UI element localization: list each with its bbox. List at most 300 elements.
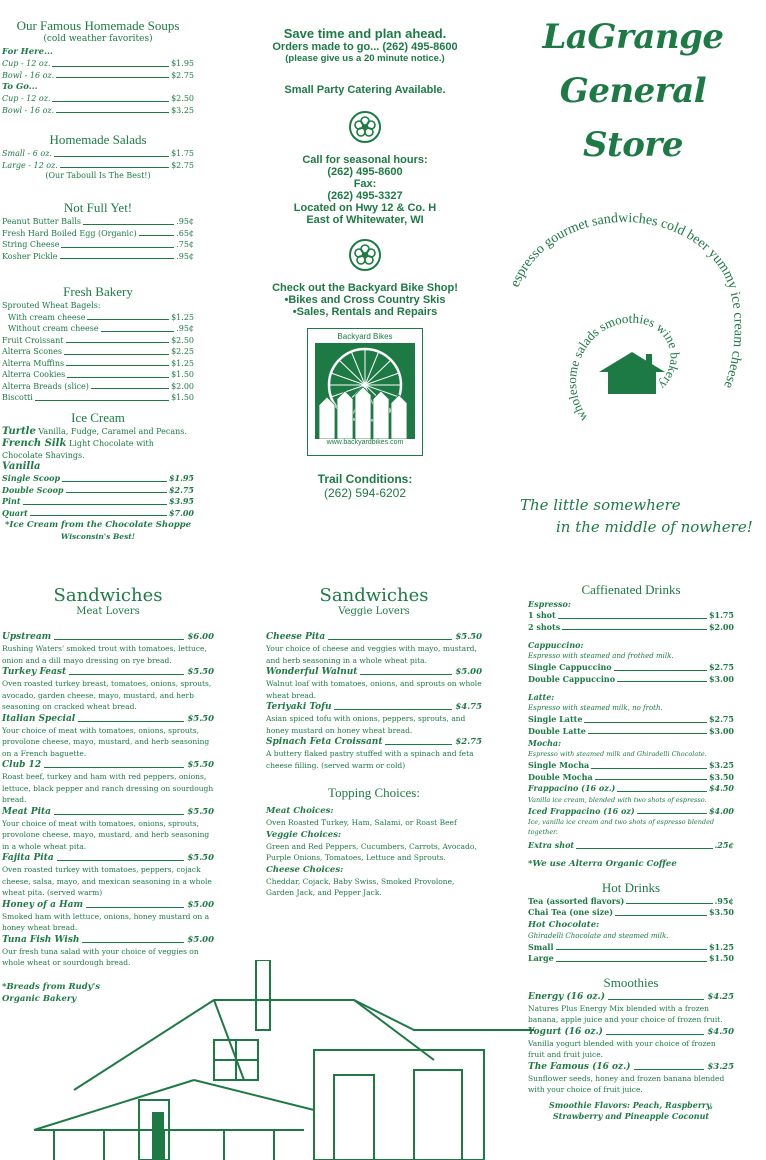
menu-item-desc: Roast beef, turkey and ham with red peppers, onions, lettuce, black pepper and ranch dressing on sourdough bread. [2, 772, 214, 804]
item-price: $1.50 [708, 953, 734, 963]
espresso-list [528, 610, 734, 633]
hot-chocolate-list [528, 942, 734, 965]
item-price: $3.50 [708, 907, 734, 917]
hot-chocolate-label: Hot Chocolate: [528, 919, 600, 930]
iced-frappacino-row [528, 806, 734, 818]
item-price: $1.95 [168, 473, 194, 483]
item-price: $1.50 [171, 370, 194, 379]
price-row [528, 772, 734, 784]
price-row [2, 251, 194, 263]
menu-item-price: $4.50 [707, 1026, 734, 1037]
bike-logo-url[interactable]: www.backyardbikes.com [326, 439, 404, 446]
price-row [528, 714, 734, 726]
item-label: Chai Tea (one size) [528, 907, 614, 917]
veggie-choices: Green and Red Peppers, Cucumbers, Carrots, Avocado, Purple Onions, Tomatoes, Lettuce and Sprouts. [266, 841, 477, 862]
leader-line [328, 639, 452, 640]
price-row [528, 726, 734, 738]
salads-title: Homemade Salads [49, 132, 147, 147]
extra-shot-row [528, 840, 734, 852]
extra-shot-price: .25¢ [714, 840, 734, 850]
menu-item [2, 806, 214, 853]
item-price: $1.25 [171, 312, 194, 322]
leader-line [584, 722, 707, 723]
spiral-logo [508, 178, 758, 488]
menu-item-name: Club 12 [2, 760, 42, 770]
leader-line [608, 999, 704, 1000]
menu-item-desc: Vanilla yogurt blended with your choice of frozen fruit and fruit juice. [528, 1038, 716, 1059]
turtle-name: Turtle [2, 425, 36, 437]
menu-item-desc: Your choice of meat with tomatoes, onions, sprouts, provolone cheese, mayo, mustard, and herb seasoning in a whole wheat pita. [2, 818, 210, 851]
menu-item-name: Italian Special [2, 713, 76, 724]
cappuccino-desc: Espresso with steamed and frothed milk. [528, 652, 674, 660]
veggie-sandwiches-subtitle: Veggie Lovers [338, 606, 410, 617]
leader-line [556, 961, 707, 962]
flower-icon [348, 238, 382, 272]
extra-shot-label: Extra shot [528, 840, 575, 850]
leader-line [64, 354, 169, 355]
menu-item-desc: Rushing Waters' smoked trout with tomatoes, lettuce, onion and a dill mayo dressing on rye bread. [2, 644, 207, 665]
location-line1: Located on Hwy 12 & Co. H [293, 202, 437, 214]
breads-note: *Breads from Rudy's [2, 981, 100, 992]
item-label: Single Cappuccino [528, 662, 612, 672]
price-row [2, 346, 194, 358]
icecream-note2: Wisconsin's Best! [60, 532, 136, 541]
item-label: Double Cappuccino [528, 673, 616, 684]
leader-line [52, 66, 169, 67]
leader-line [69, 674, 184, 675]
leader-line [54, 639, 184, 640]
price-row [2, 239, 194, 251]
fax-number: (262) 495-3327 [327, 190, 403, 202]
leader-line [62, 481, 167, 482]
menu-item-name: The Famous (16 oz.) [528, 1061, 631, 1072]
menu-item-desc: Sunflower seeds, honey and frozen banana blended with your choice of fruit juice. [528, 1073, 725, 1094]
soups-here-list [2, 58, 194, 81]
hot-chocolate-desc: Ghiradelli Chocolate and steamed milk. [528, 931, 669, 940]
spiral-outer-text: espresso gourmet sandwiches cold beer yummy ice cream cheese [508, 210, 746, 391]
leader-line [634, 1069, 705, 1070]
leader-line [60, 167, 169, 168]
item-label: Single Latte [528, 714, 583, 724]
icecream-turtle [2, 426, 194, 438]
menu-item-price: $3.25 [707, 1061, 734, 1072]
menu-item [528, 1061, 734, 1096]
leader-line [139, 235, 175, 236]
item-label: Large [528, 953, 554, 963]
menu-item-header [266, 736, 482, 748]
menu-item-price: $4.25 [707, 991, 734, 1002]
notice: (please give us a 20 minute notice.) [285, 53, 445, 64]
soups-subtitle: (cold weather favorites) [43, 34, 153, 44]
leader-line [66, 365, 169, 366]
left-top-column [2, 18, 194, 542]
item-price: $3.00 [708, 673, 734, 684]
menu-item-header [2, 713, 214, 725]
leader-line [67, 377, 169, 378]
smoothie-flavors: Smoothie Flavors: Peach, Raspberry, Strawberry and Pineapple Coconut [549, 1099, 713, 1121]
menu-item-name: Turkey Feast [2, 667, 67, 677]
menu-item-desc: Natures Plus Energy Mix blended with a frozen banana, apple juice and your choice of frozen fruit. [528, 1003, 723, 1024]
iced-frappacino-label: Iced Frappacino (16 oz) [528, 805, 635, 816]
meat-sandwiches [2, 585, 214, 1005]
menu-item-desc: Asian spiced tofu with onions, peppers, sprouts, and honey mustard on honey wheat bread. [266, 714, 466, 735]
price-row [2, 485, 194, 497]
menu-item [266, 631, 482, 666]
backyard-bikes-logo [307, 328, 423, 456]
price-row [2, 70, 194, 82]
soups-title: Our Famous Homemade Soups [16, 18, 180, 33]
meat-choices: Oven Roasted Turkey, Ham, Salami, or Roast Beef [266, 818, 457, 827]
item-price: $2.75 [171, 70, 194, 80]
menu-item-header [2, 806, 214, 818]
item-label: Small - 6 oz. [2, 149, 52, 158]
cheese-choices-label: Cheese Choices: [266, 864, 344, 875]
frappacino-price: $4.50 [708, 783, 734, 793]
hot-drinks-list [528, 896, 734, 919]
icecream-sizes [2, 473, 194, 519]
leader-line [334, 709, 452, 710]
menu-item [528, 991, 734, 1026]
menu-item-price: $5.00 [455, 667, 482, 677]
frappacino-label: Frappacino (16 oz.) [528, 783, 616, 793]
house-icon [599, 352, 665, 394]
menu-item-header [266, 666, 482, 678]
item-price: $1.75 [171, 149, 194, 158]
leader-line [86, 907, 184, 908]
menu-item-header [2, 666, 214, 678]
right-top-column [508, 10, 758, 536]
location-line2: East of Whitewater, WI [306, 214, 424, 226]
iced-frappacino-price: $4.00 [708, 805, 734, 816]
menu-item-price: $2.75 [455, 737, 482, 747]
item-label: Quart [2, 507, 28, 518]
menu-item [2, 852, 214, 899]
item-price: $2.75 [168, 484, 194, 495]
notfull-list [2, 216, 194, 262]
menu-item [266, 701, 482, 736]
item-price: $1.75 [708, 610, 734, 620]
trail-label: Trail Conditions: [317, 472, 413, 486]
bakery-list [2, 312, 194, 404]
leader-line [87, 319, 169, 320]
silk-name: French Silk [2, 437, 67, 449]
leader-line [82, 942, 184, 943]
breads-note2: Organic Bakery [2, 993, 77, 1004]
notfull-title: Not Full Yet! [63, 200, 133, 215]
price-row [528, 942, 734, 954]
bike-logo-title: Backyard Bikes [337, 332, 393, 341]
item-price: .95¢ [176, 251, 194, 261]
price-row [2, 369, 194, 381]
drinks-column [528, 582, 734, 1122]
silk-desc: Light Chocolate with Chocolate Shavings. [2, 438, 154, 460]
leader-line [101, 331, 175, 332]
frappacino-row [528, 783, 734, 795]
menu-item-name: Spinach Feta Croissant [266, 737, 383, 747]
price-row [2, 105, 194, 117]
item-price: .95¢ [176, 324, 194, 333]
latte-desc: Espresso with steamed milk, no froth. [528, 704, 663, 712]
item-price: $2.75 [708, 714, 734, 724]
menu-item [528, 1026, 734, 1061]
price-row [528, 953, 734, 965]
item-price: $7.00 [168, 507, 194, 518]
price-row [528, 896, 734, 908]
iced-frappacino-desc: Ice, vanilla ice cream and two shots of espresso blended together. [528, 818, 715, 836]
icecream-note: *Ice Cream from the Chocolate Shoppe [4, 520, 192, 530]
menu-item-header [528, 991, 734, 1003]
menu-item-desc: Walnut loaf with tomatoes, onions, and sprouts on whole wheat bread. [266, 679, 482, 700]
menu-item-header [2, 759, 214, 771]
leader-line [78, 721, 184, 722]
price-row [528, 674, 734, 686]
menu-item-price: $5.00 [187, 899, 214, 910]
menu-item-name: Meat Pita [2, 806, 51, 817]
price-row [2, 93, 194, 105]
menu-item-header [266, 631, 482, 643]
mocha-label: Mocha: [528, 738, 562, 748]
price-row [2, 381, 194, 393]
item-label: Biscotti [2, 393, 33, 402]
leader-line [617, 681, 707, 682]
menu-item [2, 713, 214, 760]
icecream-silk [2, 438, 194, 462]
menu-item-price: $5.00 [187, 934, 214, 945]
menu-item [2, 899, 214, 934]
icecream-title: Ice Cream [71, 409, 125, 425]
menu-item [266, 736, 482, 771]
tagline-line2: in the middle of nowhere! [556, 518, 753, 536]
menu-item-header [266, 701, 482, 713]
item-price: $2.00 [708, 621, 734, 632]
leader-line [56, 112, 169, 113]
menu-item-name: Tuna Fish Wish [2, 934, 80, 945]
price-row [2, 392, 194, 404]
item-label: Small [528, 941, 554, 952]
leader-line [558, 618, 707, 619]
leader-line [66, 342, 170, 343]
bike-wheel-icon [315, 343, 415, 439]
menu-item-name: Upstream [2, 632, 52, 642]
item-price: $1.25 [171, 358, 194, 368]
menu-item-desc: Oven roasted turkey with tomatoes, peppers, cojack cheese, salsa, mayo, and mexican seasoning in a whole wheat pita. (served warm) [2, 865, 212, 897]
item-price: $2.25 [171, 347, 194, 356]
menu-item-price: $6.00 [187, 632, 214, 642]
leader-line [588, 733, 707, 734]
turtle-desc: Vanilla, Fudge, Caramel and Pecans. [38, 426, 187, 436]
item-label: Bowl - 16 oz. [2, 70, 55, 80]
store-name-line1: LaGrange [542, 17, 724, 57]
menu-item-price: $4.75 [455, 702, 482, 712]
item-price: .75¢ [176, 240, 194, 249]
item-price: $1.25 [708, 941, 734, 952]
orders-to-go: Orders made to go... (262) 495-8600 [272, 41, 458, 53]
frappacino-desc: Vanilla ice cream, blended with two shots of espresso. [528, 795, 707, 804]
item-price: $3.00 [708, 725, 734, 736]
price-row [2, 312, 194, 324]
menu-item [2, 759, 214, 806]
item-label: Alterra Cookies [2, 370, 66, 379]
item-label: Tea (assorted flavors) [528, 895, 625, 906]
item-label: Alterra Muffins [2, 358, 65, 368]
price-row [2, 160, 194, 172]
meat-sandwich-list [2, 631, 214, 969]
leader-line [60, 258, 175, 259]
menu-item-desc: Your choice of cheese and veggies with mayo, mustard, and herb seasoning in a whole wheat pita. [266, 644, 477, 665]
leader-line [52, 101, 169, 102]
leader-line [360, 674, 452, 675]
item-price: $3.95 [168, 496, 194, 506]
menu-item [266, 666, 482, 701]
price-row [2, 228, 194, 240]
salads-list [2, 148, 194, 171]
leader-line [35, 400, 169, 401]
catering: Small Party Catering Available. [284, 84, 446, 96]
bike-shop: Check out the Backyard Bike Shop! [272, 282, 458, 294]
menu-item-price: $5.50 [187, 667, 214, 677]
item-label: 2 shots [528, 621, 561, 632]
bike-line2: •Bikes and Cross Country Skis [284, 294, 446, 306]
item-label: Without cream cheese [8, 324, 99, 333]
menu-item-name: Honey of a Ham [2, 899, 83, 910]
price-row [2, 58, 194, 70]
leader-line [385, 744, 452, 745]
latte-label: Latte: [528, 692, 555, 702]
leader-line [54, 156, 169, 157]
cheese-choices: Cheddar, Cojack, Baby Swiss, Smoked Provolone, Garden Jack, and Pepper Jack. [266, 876, 455, 897]
price-row [2, 323, 194, 335]
tagline-line1: The little somewhere [520, 496, 681, 514]
item-price: $2.50 [171, 94, 194, 103]
item-price: $3.25 [708, 760, 734, 770]
leader-line [44, 767, 184, 768]
veggie-sandwiches [266, 585, 482, 899]
veggie-sandwich-list [266, 631, 482, 771]
item-label: Cup - 12 oz. [2, 59, 51, 68]
item-label: Kosher Pickle [2, 251, 58, 261]
price-row [2, 216, 194, 228]
trail-phone: (262) 594-6202 [323, 486, 407, 500]
price-row [528, 610, 734, 622]
menu-item-name: Energy (16 oz.) [528, 991, 605, 1002]
mocha-list [528, 760, 734, 783]
menu-item-desc: Smoked ham with lettuce, onions, honey mustard on a honey wheat bread. [2, 911, 210, 932]
item-label: Single Scoop [2, 473, 61, 483]
store-name-line2: General Store [559, 71, 707, 165]
menu-item [2, 631, 214, 666]
price-row [528, 760, 734, 772]
leader-line [91, 388, 169, 389]
menu-item-desc: A buttery flaked pastry stuffed with a spinach and feta cheese filling. (served warm or cold) [266, 749, 474, 770]
item-label: Fruit Croissant [2, 335, 64, 345]
flower-icon [348, 110, 382, 144]
bakery-bagels-label: Sprouted Wheat Bagels: [2, 301, 101, 310]
smoothie-list [528, 991, 734, 1096]
menu-item-header [2, 899, 214, 911]
cappuccino-label: Cappuccino: [528, 640, 584, 650]
item-price: $3.25 [171, 105, 194, 115]
menu-item-header [2, 934, 214, 946]
price-row [2, 496, 194, 508]
veggie-choices-label: Veggie Choices: [266, 829, 342, 840]
item-price: $2.75 [708, 662, 734, 672]
price-row [2, 473, 194, 485]
seasonal-hours: Call for seasonal hours: [302, 154, 428, 166]
item-price: .95¢ [176, 217, 194, 226]
save-time: Save time and plan ahead. [283, 26, 447, 41]
menu-item-price: $5.50 [187, 713, 214, 724]
leader-line [23, 504, 167, 505]
price-row [528, 622, 734, 634]
item-label: Single Mocha [528, 760, 590, 770]
menu-item-price: $5.50 [187, 760, 214, 770]
mocha-desc: Espresso with steamed milk and Ghiradelli Chocolate. [528, 750, 707, 758]
item-price: .65¢ [176, 228, 194, 238]
price-row [528, 907, 734, 919]
leader-line [54, 814, 184, 815]
item-price: $3.50 [708, 771, 734, 782]
leader-line [562, 629, 707, 630]
menu-item-desc: Your choice of meat with tomatoes, onions, sprouts, provolone cheese, mayo, mustard, and herb seasoning on a French baguette. [2, 725, 210, 758]
leader-line [626, 903, 712, 904]
meat-choices-label: Meat Choices: [266, 806, 334, 816]
menu-item-header [2, 631, 214, 643]
leader-line [614, 670, 707, 671]
item-label: String Cheese [2, 240, 60, 249]
salads-note: (Our Taboull Is The Best!) [45, 171, 151, 180]
leader-line [56, 77, 169, 78]
price-row [2, 358, 194, 370]
item-price: $1.95 [171, 59, 194, 68]
veggie-sandwiches-title: Sandwiches [319, 585, 429, 606]
center-top-column [240, 26, 490, 500]
menu-item-header [528, 1026, 734, 1038]
leader-line [615, 915, 707, 916]
item-label: Peanut Butter Balls [2, 217, 82, 226]
menu-item-price: $5.50 [455, 632, 482, 642]
price-row [2, 335, 194, 347]
item-label: Double Mocha [528, 771, 593, 782]
bakery-title: Fresh Bakery [63, 284, 133, 299]
soups-togo-list [2, 93, 194, 116]
item-label: Cup - 12 oz. [2, 94, 51, 103]
leader-line [61, 247, 174, 248]
leader-line [606, 1034, 704, 1035]
item-label: 1 shot [528, 610, 556, 620]
item-label: Alterra Breads (slice) [2, 381, 89, 391]
cappuccino-list [528, 662, 734, 685]
price-row [2, 508, 194, 520]
item-label: Bowl - 16 oz. [2, 105, 55, 115]
hot-drinks-title: Hot Drinks [601, 879, 661, 895]
meat-sandwiches-subtitle: Meat Lovers [76, 606, 140, 617]
menu-item-name: Yogurt (16 oz.) [528, 1026, 603, 1037]
item-price: $2.50 [171, 335, 194, 345]
menu-item-header [2, 852, 214, 864]
item-label: Alterra Scones [2, 347, 63, 356]
item-label: Double Latte [528, 725, 586, 736]
menu-item-name: Fajita Pita [2, 853, 54, 863]
item-label: With cream cheese [8, 312, 86, 322]
store-building-illustration [14, 960, 534, 1160]
price-row [2, 148, 194, 160]
menu-item-name: Wonderful Walnut [266, 667, 358, 677]
item-label: Pint [2, 496, 21, 506]
soups-here-label: For Here... [2, 47, 53, 57]
latte-list [528, 714, 734, 737]
leader-line [591, 768, 707, 769]
item-label: Double Scoop [2, 484, 64, 495]
